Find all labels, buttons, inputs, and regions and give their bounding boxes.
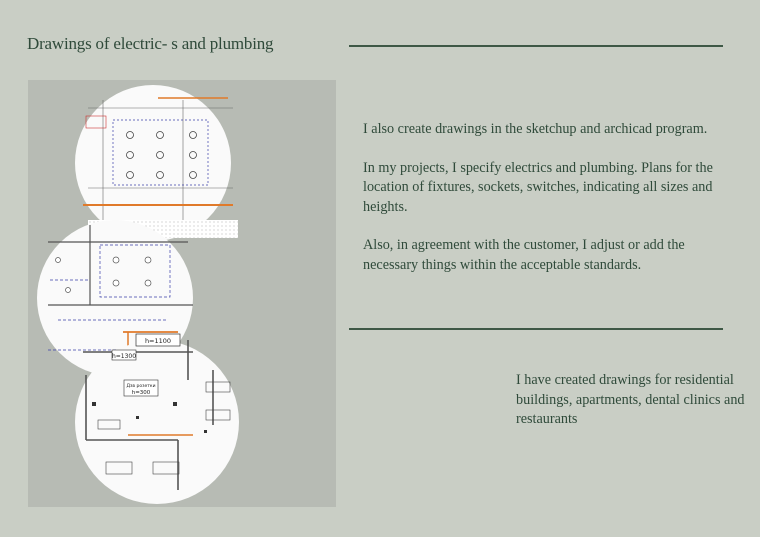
- page-title: Drawings of electric- s and plumbing: [27, 34, 274, 53]
- label-h300: h=300: [131, 390, 151, 396]
- top-divider: [349, 45, 723, 47]
- label-socket: Дзв розетки: [126, 384, 156, 389]
- intro-paragraph-2: In my projects, I specify electrics and plumbing. Plans for the location of fixtures, sockets, switches, indicating all sizes and heights.: [363, 159, 713, 215]
- drawing-panel: [28, 80, 336, 507]
- intro-paragraph-3: Also, in agreement with the customer, I adjust or add the necessary things within the acceptable standards.: [363, 237, 685, 273]
- intro-text: [363, 120, 743, 294]
- label-h1100: h=1100: [144, 337, 172, 345]
- floorplan-circle-top: [75, 85, 238, 241]
- label-h1300: h=1300: [111, 353, 137, 360]
- floorplan-collage: [28, 80, 336, 507]
- middle-divider: [349, 328, 723, 330]
- projects-paragraph: I have created drawings for residential buildings, apartments, dental clinics and restaurants: [516, 372, 745, 427]
- projects-text: [516, 371, 756, 430]
- intro-paragraph-1: I also create drawings in the sketchup and archicad program.: [363, 121, 708, 137]
